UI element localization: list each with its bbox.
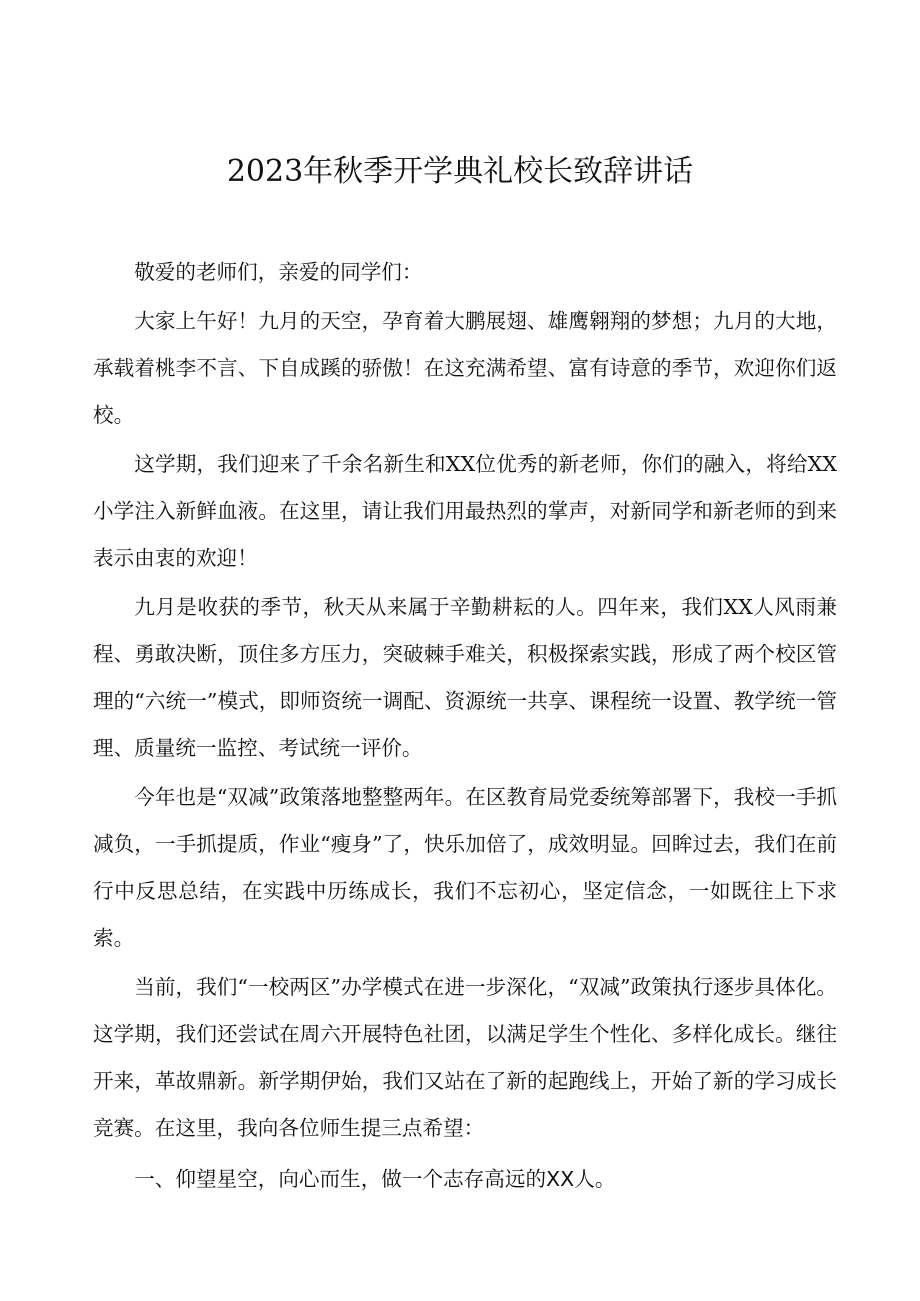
document-body <box>93 249 837 1204</box>
salutation-paragraph: 敬爱的老师们，亲爱的同学们： <box>134 260 423 284</box>
double-reduction-paragraph: 今年也是“双减”政策落地整整两年。在区教育局党委统筹部署下，我校一手抓减负，一手抓提质，作业“瘦身”了，快乐加倍了，成效明显。回眸过去，我们在前行中反思总结，在实践中历练成长，我们不忘初心，坚定信念，一如既往上下求索。 <box>93 785 837 950</box>
welcome-paragraph: 这学期，我们迎来了千余名新生和XX位优秀的新老师，你们的融入，将给XX小学注入新鲜血液。在这里，请让我们用最热烈的掌声，对新同学和新老师的到来表示由衷的欢迎！ <box>93 452 837 570</box>
achievements-paragraph: 九月是收获的季节，秋天从来属于辛勤耕耘的人。四年来，我们XX人风雨兼程、勇敢决断，顶住多方压力，突破棘手难关，积极探索实践，形成了两个校区管理的“六统一”模式，即师资统一调配、资源统一共享、课程统一设置、教学统一管理、质量统一监控、考试统一评价。 <box>93 595 837 760</box>
expectations-paragraph: 当前，我们“一校两区”办学模式在进一步深化，“双减”政策执行逐步具体化。这学期，我们还尝试在周六开展特色社团，以满足学生个性化、多样化成长。继往开来，革故鼎新。新学期伊始，我们又站在了新的起跑线上，开始了新的学习成长竞赛。在这里，我向各位师生提三点希望： <box>93 975 837 1140</box>
section-heading-one: 一、仰望星空，向心而生，做一个志存高远的XX人。 <box>134 1167 616 1191</box>
document-title: 2023年秋季开学典礼校长致辞讲话 <box>226 154 694 189</box>
greeting-paragraph: 大家上午好！九月的天空，孕育着大鹏展翅、雄鹰翱翔的梦想；九月的大地，承载着桃李不言、下自成蹊的骄傲！在这充满希望、富有诗意的季节，欢迎你们返校。 <box>93 309 837 427</box>
